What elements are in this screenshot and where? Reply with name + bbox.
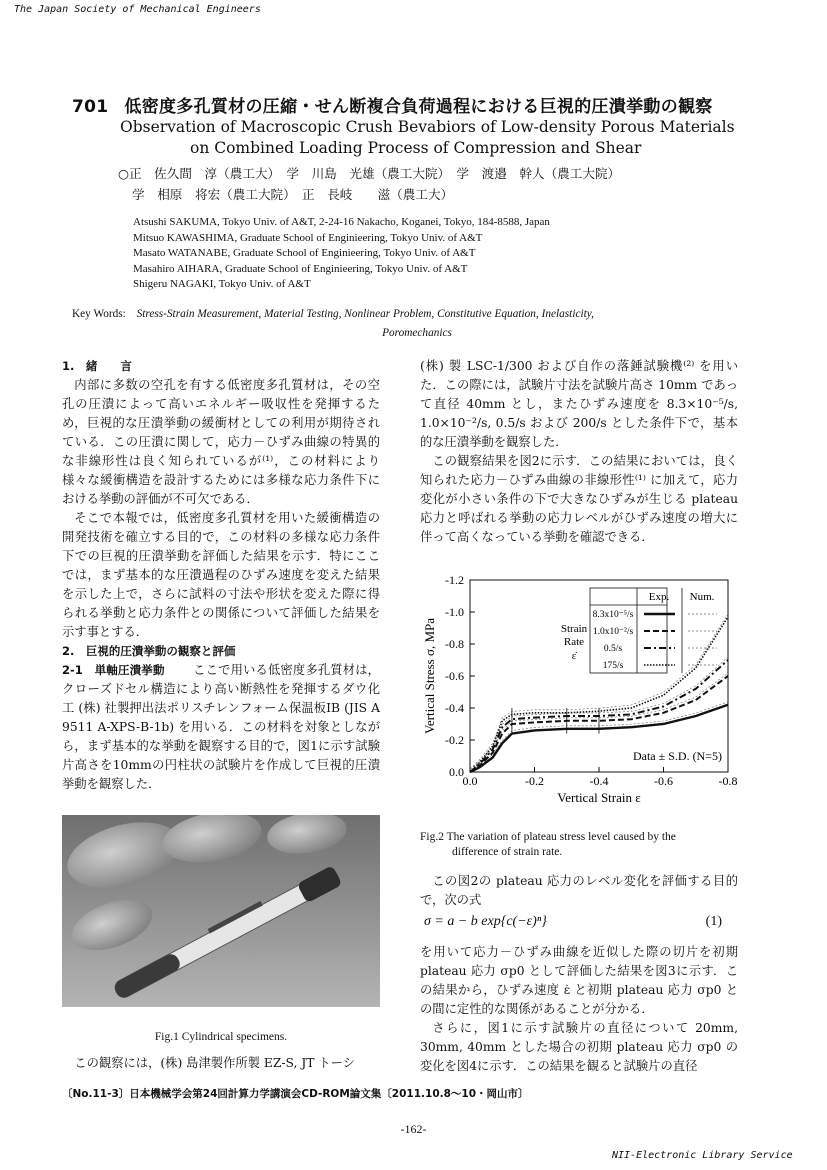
- stress-strain-chart: [420, 570, 740, 820]
- right-column-lower: [420, 872, 738, 910]
- society-header: The Japan Society of Mechanical Engineers: [14, 4, 261, 15]
- legend-entry-label: 175/s: [602, 661, 624, 671]
- left-column: [62, 357, 380, 794]
- y-tick-label: -0.6: [445, 669, 464, 683]
- chart-annotation: Data ± S.D. (N=5): [632, 749, 722, 763]
- subsection-heading: 2-1 単軸圧潰挙動: [62, 663, 165, 677]
- paper-title-en-line1: Observation of Macroscopic Crush Bevabiors of Low-density Porous Materials: [120, 118, 735, 136]
- legend-header-num: Num.: [689, 591, 715, 603]
- figure-2-caption-line1: Fig.2 The variation of plateau stress level caused by the: [420, 831, 676, 843]
- paragraph: を用いて応力－ひずみ曲線を近似した際の切片を初期 plateau 応力 σp0 として評価した結果を図3に示す．この結果から，ひずみ速度 ε̇ と初期 plateau 応力 σp0 との間に定性的な関係があることが分かる．: [420, 945, 738, 1016]
- y-axis-label: Vertical Stress σ, MPa: [422, 617, 437, 735]
- page-number: -162-: [400, 1122, 427, 1136]
- paragraph: この観察結果を図2に示す．この結果においては，良く知られた応力－ひずみ曲線の非線形性⁽¹⁾ に加えて，応力変化が小さい条件の下で大きなひずみが生じる plateau 応力と呼ばれる挙動の応力レベルがひずみ速度の増大に伴って高くなっている挙動を確認できる．: [420, 454, 738, 544]
- nii-footer: NII-Electronic Library Service: [612, 1150, 793, 1161]
- paragraph-text: この観察には，(株) 島津製作所製 EZ-S, JT トーシ: [74, 1056, 356, 1070]
- paper-title-en-line2: on Combined Loading Process of Compression and Shear: [190, 139, 642, 157]
- y-tick-label: -0.8: [445, 637, 464, 651]
- paragraph: 内部に多数の空孔を有する低密度多孔質材は，その空孔の圧潰によって高いエネルギー吸収性を発揮するため，巨視的な圧潰挙動の緩衝材としての利用が期待されている．この圧潰に関して，応力－ひずみ曲線の特異的な非線形性は良く知られているが⁽¹⁾，この材料により様々な緩衝構造を設計するためには多様な応力条件下における挙動の評価が不可欠である．: [62, 378, 380, 506]
- figure-2-caption-line2: difference of strain rate.: [452, 846, 563, 858]
- equation-text: σ = a − b exp{c(−ε)ⁿ}: [424, 914, 547, 929]
- legend-entry-label: 8.3x10⁻⁵/s: [592, 610, 634, 620]
- affiliation-line: Shigeru NAGAKI, Tokyo Univ. of A&T: [133, 278, 311, 290]
- y-tick-label: -0.4: [445, 701, 464, 715]
- affiliations: [133, 215, 773, 293]
- legend-group-label: Strain: [560, 623, 588, 635]
- keywords: [72, 304, 762, 343]
- authors-jp-line1: ○正 佐久間 淳（農工大） 学 川島 光雄（農工大院） 学 渡邉 幹人（農工大院）: [118, 166, 621, 181]
- y-tick-label: -1.2: [445, 573, 464, 587]
- legend-header-exp: Exp.: [648, 591, 670, 603]
- y-tick-label: -1.0: [445, 605, 464, 619]
- legend-group-label: ε̇: [571, 650, 577, 662]
- paragraph: ここで用いる低密度多孔質材は，クローズドセル構造により高い断熱性を発揮するダウ化工 (株) 社製押出法ポリスチレンフォーム保温板IB (JIS A 9511 A-XPS-B-1b) を用いる．この材料を対象としながら，まず基本的な挙動を観察する目的で，図1に示す試験片高さを10mmの円柱状の試験片を作成して巨視的圧潰挙動を観察した．: [62, 663, 380, 791]
- x-axis-label: Vertical Strain ε: [557, 790, 641, 805]
- x-tick-label: -0.2: [525, 774, 544, 788]
- equation-number: (1): [705, 914, 722, 929]
- paragraph: [62, 1054, 380, 1073]
- section-heading: 1. 緒 言: [62, 359, 132, 373]
- authors-jp-line2: 学 相原 将宏（農工大院） 正 長岐 滋（農工大）: [132, 187, 454, 202]
- y-tick-label: 0.0: [449, 765, 464, 779]
- legend-group-label: Rate: [563, 636, 585, 648]
- affiliation-line: Mitsuo KAWASHIMA, Graduate School of Enginieering, Tokyo Univ. of A&T: [133, 231, 483, 244]
- x-tick-label: -0.8: [718, 774, 738, 788]
- legend-entry-label: 0.5/s: [603, 644, 623, 654]
- section-heading: 2. 巨視的圧潰挙動の観察と評価: [62, 644, 236, 658]
- paragraph: そこで本報では，低密度多孔質材を用いた緩衝構造の開発技術を確立する目的で，この材料の多様な応力条件下での巨視的圧潰挙動を評価した結果を示す．特にここでは，まず基本的な圧潰過程のひずみ速度を変えた結果を示した上で，さらに試料の寸法や形状を変えた際に得られる挙動と応力条件との関係について評価した結果を示す事とする．: [62, 511, 380, 639]
- paper-title-en: [120, 117, 740, 159]
- right-column: [420, 357, 738, 547]
- paragraph: (株) 製 LSC-1/300 および自作の落錘試験機⁽²⁾ を用いた．この際には，試験片寸法を試験片高さ 10mm であって直径 40mm とし，またひずみ速度を 8.3×10⁻⁵/s, 1.0×10⁻²/s, 0.5/s および 200/s とした条件下で，基本的な圧潰挙動を観察した．: [420, 359, 738, 449]
- paper-title-jp-text: 低密度多孔質材の圧縮・せん断複合負荷過程における巨視的圧潰挙動の観察: [124, 97, 713, 117]
- right-column-bottom: [420, 943, 738, 1076]
- figure-2-chart: [420, 570, 740, 820]
- equation-1: [420, 914, 738, 930]
- affiliation-line: Masato WATANABE, Graduate School of Enginieering, Tokyo Univ. of A&T: [133, 247, 476, 259]
- x-tick-label: -0.6: [654, 774, 673, 788]
- paper-title-jp: [72, 92, 792, 117]
- y-tick-label: -0.2: [445, 733, 464, 747]
- keywords-label: Key Words:: [72, 308, 126, 320]
- conference-footer: 〔No.11-3〕日本機械学会第24回計算力学講演会CD-ROM論文集〔2011.10.8～10・岡山市〕: [62, 1088, 529, 1100]
- figure-1-caption: Fig.1 Cylindrical specimens.: [154, 1031, 288, 1043]
- paragraph: この図2の plateau 応力のレベル変化を評価する目的で，次の式: [420, 874, 738, 907]
- figure-2-caption: [420, 830, 738, 860]
- keywords-text-line2: Poromechanics: [382, 327, 452, 339]
- legend-entry-label: 1.0x10⁻²/s: [592, 627, 634, 637]
- affiliation-line: Atsushi SAKUMA, Tokyo Univ. of A&T, 2-24-16 Nakacho, Koganei, Tokyo, 184-8588, Japan: [133, 216, 550, 228]
- paper-number: 701: [72, 97, 109, 117]
- keywords-text: Stress-Strain Measurement, Material Testing, Nonlinear Problem, Constitutive Equation, Inelasticity,: [136, 308, 594, 320]
- authors-jp: [118, 163, 758, 205]
- specimen-photo-image: [62, 815, 380, 1007]
- paragraph: さらに，図1に示す試験片の直径について 20mm, 30mm, 40mm とした場合の初期 plateau 応力 σp0 の変化を図4に示す．この結果を観ると試験片の直径: [420, 1021, 738, 1073]
- x-tick-label: 0.0: [462, 774, 478, 788]
- specimen-photo: [62, 815, 380, 1007]
- x-tick-label: -0.4: [589, 774, 609, 788]
- affiliation-line: Masahiro AIHARA, Graduate School of Enginieering, Tokyo Univ. of A&T: [133, 262, 468, 275]
